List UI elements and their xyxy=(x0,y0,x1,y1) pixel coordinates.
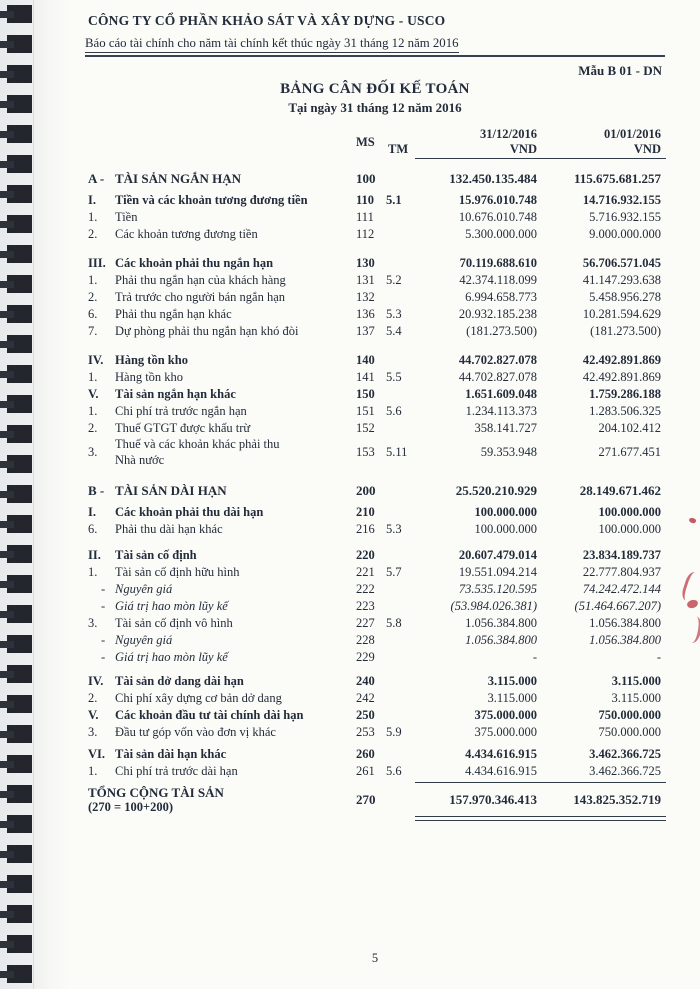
row-value-current: 5.300.000.000 xyxy=(465,226,537,241)
col-header-date-prior: 01/01/2016 xyxy=(604,127,661,141)
row-prefix: 1. xyxy=(88,564,98,579)
row-tm-note: 5.8 xyxy=(386,615,402,630)
table-row xyxy=(88,782,665,818)
col-header-currency-prior: VND xyxy=(633,142,661,156)
row-value-current: 6.994.658.773 xyxy=(465,289,537,304)
row-value-current: 358.141.727 xyxy=(474,420,537,435)
row-ms-code: 240 xyxy=(356,673,375,688)
row-value-prior: 750.000.000 xyxy=(598,724,661,739)
row-prefix: 2. xyxy=(88,289,98,304)
row-prefix: - xyxy=(101,581,106,596)
row-label xyxy=(115,764,356,780)
table-row xyxy=(88,226,665,243)
row-label-line1: Đầu tư góp vốn vào đơn vị khác xyxy=(115,724,276,739)
table-row xyxy=(88,352,665,369)
row-label-line1: Tiền xyxy=(115,209,138,224)
table-row xyxy=(88,369,665,386)
row-tm-note: 5.6 xyxy=(386,763,402,778)
row-label xyxy=(115,548,356,564)
row-tm-note: 5.2 xyxy=(386,272,402,287)
row-ms-code: 140 xyxy=(356,352,375,367)
row-label-line1: Giá trị hao mòn lũy kế xyxy=(115,649,228,664)
row-value-prior: 1.283.506.325 xyxy=(589,403,661,418)
row-value-current: 20.932.185.238 xyxy=(458,306,537,321)
col-header-tm: TM xyxy=(388,142,409,156)
row-label xyxy=(115,324,356,340)
row-ms-code: 136 xyxy=(356,306,375,321)
balance-sheet-table xyxy=(88,170,665,818)
table-row xyxy=(88,323,665,340)
row-label xyxy=(115,725,356,741)
row-value-prior: (51.464.667.207) xyxy=(574,598,661,613)
row-value-current: (181.273.500) xyxy=(466,323,537,338)
row-label xyxy=(115,307,356,323)
row-prefix: V. xyxy=(88,386,99,401)
table-row xyxy=(88,306,665,323)
row-value-prior: 56.706.571.045 xyxy=(582,255,661,270)
row-value-current: 1.234.113.373 xyxy=(465,403,537,418)
row-value-prior: 74.242.472.144 xyxy=(582,581,661,596)
row-label xyxy=(115,582,356,598)
row-label-line1: Tài sản cố định hữu hình xyxy=(115,564,240,579)
row-label-line1: Tài sản ngắn hạn khác xyxy=(115,386,236,401)
row-value-current: 375.000.000 xyxy=(474,724,537,739)
row-ms-code: 220 xyxy=(356,547,375,562)
table-row xyxy=(88,482,665,499)
row-label xyxy=(115,599,356,615)
row-value-current: 1.651.609.048 xyxy=(465,386,537,401)
header-rule xyxy=(85,55,665,57)
row-value-prior: 1.056.384.800 xyxy=(589,615,661,630)
row-value-current: 4.434.616.915 xyxy=(465,746,537,761)
row-ms-code: 151 xyxy=(356,403,375,418)
row-label-line1: Các khoản đầu tư tài chính dài hạn xyxy=(115,707,304,722)
row-label xyxy=(115,370,356,386)
statement-title: BẢNG CÂN ĐỐI KẾ TOÁN xyxy=(280,81,470,97)
row-tm-note: 5.3 xyxy=(386,306,402,321)
table-row xyxy=(88,690,665,707)
row-label-line1: Chi phí trả trước dài hạn xyxy=(115,763,238,778)
row-value-prior: 5.716.932.155 xyxy=(589,209,661,224)
row-tm-note: 5.1 xyxy=(386,192,402,207)
table-row xyxy=(88,724,665,741)
row-value-prior: 271.677.451 xyxy=(598,444,661,459)
row-value-current: 4.434.616.915 xyxy=(465,763,537,778)
row-prefix: VI. xyxy=(88,746,106,761)
row-label xyxy=(115,650,356,666)
row-label xyxy=(115,290,356,306)
row-ms-code: 227 xyxy=(356,615,375,630)
row-value-current: - xyxy=(532,649,537,664)
row-prefix: 3. xyxy=(88,444,98,459)
red-ink-mark xyxy=(688,517,696,524)
page-edge-line xyxy=(33,0,34,989)
table-row xyxy=(88,649,665,666)
row-label xyxy=(115,674,356,690)
row-value-prior: 100.000.000 xyxy=(598,504,661,519)
row-value-current: 19.551.094.214 xyxy=(458,564,537,579)
row-label-line1: Thuế và các khoản khác phải thu xyxy=(115,437,280,451)
row-label xyxy=(115,633,356,649)
table-row xyxy=(88,763,665,780)
row-value-current: (53.984.026.381) xyxy=(450,598,537,613)
row-value-prior: 41.147.293.638 xyxy=(582,272,661,287)
row-label xyxy=(115,171,356,187)
row-label xyxy=(115,565,356,581)
row-ms-code: 150 xyxy=(356,386,375,401)
row-ms-code: 229 xyxy=(356,649,375,664)
row-prefix: - xyxy=(101,632,106,647)
row-label xyxy=(115,708,356,724)
row-value-prior: 750.000.000 xyxy=(598,707,661,722)
row-label-line1: Chi phí trả trước ngắn hạn xyxy=(115,403,247,418)
row-label xyxy=(115,387,356,403)
row-ms-code: 223 xyxy=(356,598,375,613)
table-row xyxy=(88,564,665,581)
row-label xyxy=(115,747,356,763)
row-tm-note: 5.3 xyxy=(386,521,402,536)
row-label xyxy=(115,273,356,289)
row-ms-code: 153 xyxy=(356,444,375,459)
row-prefix: 3. xyxy=(88,615,98,630)
row-value-current: 100.000.000 xyxy=(474,521,537,536)
row-label-line1: Các khoản phải thu dài hạn xyxy=(115,504,264,519)
row-value-prior: 14.716.932.155 xyxy=(582,192,661,207)
row-value-current: 100.000.000 xyxy=(474,504,537,519)
table-row xyxy=(88,547,665,564)
col-header-date-current: 31/12/2016 xyxy=(480,127,537,141)
row-prefix: IV. xyxy=(88,352,104,367)
row-prefix: II. xyxy=(88,547,101,562)
row-label-line1: Nguyên giá xyxy=(115,632,173,647)
row-ms-code: 131 xyxy=(356,272,375,287)
row-value-current: 44.702.827.078 xyxy=(458,369,537,384)
table-row xyxy=(88,746,665,763)
row-ms-code: 112 xyxy=(356,226,375,241)
row-label-line1: Tài sản cố định xyxy=(115,547,197,562)
table-row xyxy=(88,272,665,289)
row-label-line1: Phải thu dài hạn khác xyxy=(115,521,223,536)
row-value-prior: - xyxy=(656,649,661,664)
table-row xyxy=(88,673,665,690)
row-value-current: 1.056.384.800 xyxy=(465,632,537,647)
row-ms-code: 100 xyxy=(356,170,376,186)
row-ms-code: 260 xyxy=(356,746,375,761)
table-row xyxy=(88,581,665,598)
col-header-ms: MS xyxy=(356,135,375,149)
row-label-line1: Thuế GTGT được khấu trừ xyxy=(115,420,251,435)
row-prefix: 1. xyxy=(88,369,98,384)
col-header-currency-current: VND xyxy=(509,142,537,156)
row-ms-code: 210 xyxy=(356,504,375,519)
row-prefix: IV. xyxy=(88,673,104,688)
row-label xyxy=(115,505,356,521)
row-label-line1: Phải thu ngắn hạn của khách hàng xyxy=(115,272,286,287)
table-row xyxy=(88,504,665,521)
row-label-line1: TỔNG CỘNG TÀI SẢN xyxy=(88,784,224,800)
row-value-current: 3.115.000 xyxy=(487,690,537,705)
row-value-prior: 3.115.000 xyxy=(611,690,661,705)
red-ink-mark xyxy=(686,599,699,610)
row-label xyxy=(115,193,356,209)
row-prefix: 6. xyxy=(88,521,98,536)
table-row xyxy=(88,192,665,209)
form-code: Mẫu B 01 - DN xyxy=(578,63,662,78)
row-label-line1: Tài sản dở dang dài hạn xyxy=(115,673,244,688)
row-value-current: 132.450.135.484 xyxy=(449,170,537,186)
company-name: CÔNG TY CỔ PHẦN KHẢO SÁT VÀ XÂY DỰNG - USCO xyxy=(88,13,446,28)
row-prefix: I. xyxy=(88,504,96,519)
row-ms-code: 200 xyxy=(356,482,376,498)
row-label xyxy=(115,210,356,226)
row-value-prior: 3.462.366.725 xyxy=(589,746,661,761)
row-value-prior: (181.273.500) xyxy=(590,323,661,338)
row-label xyxy=(115,522,356,538)
row-value-prior: 1.759.286.188 xyxy=(589,386,661,401)
row-ms-code: 228 xyxy=(356,632,375,647)
row-label xyxy=(115,691,356,707)
row-label xyxy=(115,421,356,437)
row-label xyxy=(115,483,356,499)
row-prefix: - xyxy=(101,598,106,613)
row-prefix: - xyxy=(101,649,106,664)
row-prefix: 1. xyxy=(88,209,98,224)
row-prefix: V. xyxy=(88,707,99,722)
row-label-line1: TÀI SẢN DÀI HẠN xyxy=(115,482,227,498)
row-value-prior: 3.115.000 xyxy=(611,673,661,688)
row-label xyxy=(115,437,356,468)
row-ms-code: 242 xyxy=(356,690,375,705)
row-prefix: 2. xyxy=(88,420,98,435)
row-prefix: I. xyxy=(88,192,96,207)
row-value-current: 15.976.010.748 xyxy=(458,192,537,207)
row-value-prior: 115.675.681.257 xyxy=(573,170,661,186)
red-ink-mark xyxy=(683,615,700,644)
table-row xyxy=(88,632,665,649)
row-value-current: 157.970.346.413 xyxy=(449,792,537,808)
row-label-line1: Giá trị hao mòn lũy kế xyxy=(115,598,228,613)
row-label-line1: TÀI SẢN NGẮN HẠN xyxy=(115,170,242,186)
row-ms-code: 130 xyxy=(356,255,375,270)
col-header-underline xyxy=(415,158,666,159)
row-tm-note: 5.7 xyxy=(386,564,402,579)
row-ms-code: 111 xyxy=(356,209,374,224)
table-row xyxy=(88,521,665,538)
row-label-line1: Trả trước cho người bán ngắn hạn xyxy=(115,289,286,304)
row-value-prior: 204.102.412 xyxy=(598,420,661,435)
row-tm-note: 5.11 xyxy=(386,444,408,459)
statement-date-line: Tại ngày 31 tháng 12 năm 2016 xyxy=(288,100,462,115)
row-value-prior: 143.825.352.719 xyxy=(573,792,661,808)
row-value-prior: 5.458.956.278 xyxy=(589,289,661,304)
row-label-line1: Tài sản cố định vô hình xyxy=(115,615,233,630)
row-value-prior: 100.000.000 xyxy=(598,521,661,536)
row-label-line1: Hàng tồn kho xyxy=(115,352,188,367)
table-row xyxy=(88,420,665,437)
table-row xyxy=(88,615,665,632)
row-value-current: 20.607.479.014 xyxy=(458,547,537,562)
table-row xyxy=(88,209,665,226)
table-row xyxy=(88,598,665,615)
row-value-prior: 22.777.804.937 xyxy=(582,564,661,579)
row-prefix: 2. xyxy=(88,690,98,705)
row-prefix: 1. xyxy=(88,763,98,778)
row-value-current: 3.115.000 xyxy=(487,673,537,688)
row-label xyxy=(115,227,356,243)
row-label-line2: Nhà nước xyxy=(115,452,165,467)
row-prefix: 6. xyxy=(88,306,98,321)
row-label xyxy=(88,785,356,816)
row-ms-code: 216 xyxy=(356,521,375,536)
row-prefix: A - xyxy=(88,170,105,186)
row-ms-code: 110 xyxy=(356,192,375,207)
row-value-current: 44.702.827.078 xyxy=(458,352,537,367)
row-label xyxy=(115,616,356,632)
row-prefix: B - xyxy=(88,482,105,498)
row-value-prior: 1.056.384.800 xyxy=(589,632,661,647)
row-value-prior: 3.462.366.725 xyxy=(589,763,661,778)
row-value-current: 42.374.118.099 xyxy=(459,272,537,287)
table-row xyxy=(88,255,665,272)
row-ms-code: 137 xyxy=(356,323,375,338)
row-label-line1: Tiền và các khoản tương đương tiền xyxy=(115,192,308,207)
row-ms-code: 261 xyxy=(356,763,375,778)
row-label-line1: Hàng tồn kho xyxy=(115,369,184,384)
table-row xyxy=(88,386,665,403)
page-number: 5 xyxy=(371,951,379,965)
row-prefix: 2. xyxy=(88,226,98,241)
spiral-binding xyxy=(0,0,32,989)
row-label-line1: Phải thu ngắn hạn khác xyxy=(115,306,232,321)
row-prefix: 1. xyxy=(88,403,98,418)
row-value-current: 70.119.688.610 xyxy=(459,255,537,270)
row-value-current: 25.520.210.929 xyxy=(455,482,537,498)
row-prefix: 3. xyxy=(88,724,98,739)
row-value-prior: 9.000.000.000 xyxy=(589,226,661,241)
table-row xyxy=(88,289,665,306)
row-ms-code: 152 xyxy=(356,420,375,435)
row-prefix: III. xyxy=(88,255,106,270)
row-label-line1: Nguyên giá xyxy=(115,581,173,596)
row-tm-note: 5.9 xyxy=(386,724,402,739)
row-label-line1: Tài sản dài hạn khác xyxy=(115,746,227,761)
row-ms-code: 221 xyxy=(356,564,375,579)
table-row xyxy=(88,170,665,187)
row-label-line1: Dự phòng phải thu ngắn hạn khó đòi xyxy=(115,323,299,338)
row-ms-code: 222 xyxy=(356,581,375,596)
row-label xyxy=(115,404,356,420)
row-tm-note: 5.6 xyxy=(386,403,402,418)
row-value-current: 10.676.010.748 xyxy=(458,209,537,224)
table-row xyxy=(88,403,665,420)
row-value-prior: 23.834.189.737 xyxy=(582,547,661,562)
row-value-prior: 10.281.594.629 xyxy=(582,306,661,321)
row-ms-code: 253 xyxy=(356,724,375,739)
row-value-current: 1.056.384.800 xyxy=(465,615,537,630)
report-period-line: Báo cáo tài chính cho năm tài chính kết thúc ngày 31 tháng 12 năm 2016 xyxy=(85,36,459,53)
row-tm-note: 5.5 xyxy=(386,369,402,384)
row-value-current: 59.353.948 xyxy=(480,444,537,459)
row-value-current: 73.535.120.595 xyxy=(458,581,537,596)
row-label xyxy=(115,353,356,369)
row-label-line1: Các khoản tương đương tiền xyxy=(115,226,258,241)
table-row xyxy=(88,707,665,724)
table-row xyxy=(88,437,665,468)
row-value-prior: 42.492.891.869 xyxy=(582,369,661,384)
row-prefix: 7. xyxy=(88,323,98,338)
row-label xyxy=(115,256,356,272)
row-ms-code: 132 xyxy=(356,289,375,304)
row-ms-code: 141 xyxy=(356,369,375,384)
row-prefix: 1. xyxy=(88,272,98,287)
red-ink-mark xyxy=(680,570,700,603)
row-label-line1: Các khoản phải thu ngắn hạn xyxy=(115,255,274,270)
row-tm-note: 5.4 xyxy=(386,323,402,338)
row-label-line2: (270 = 100+200) xyxy=(88,800,174,814)
row-label-line1: Chi phí xây dựng cơ bản dở dang xyxy=(115,690,282,705)
row-value-current: 375.000.000 xyxy=(474,707,537,722)
row-value-prior: 42.492.891.869 xyxy=(582,352,661,367)
row-value-prior: 28.149.671.462 xyxy=(579,482,661,498)
row-ms-code: 250 xyxy=(356,707,375,722)
row-ms-code: 270 xyxy=(356,792,376,808)
